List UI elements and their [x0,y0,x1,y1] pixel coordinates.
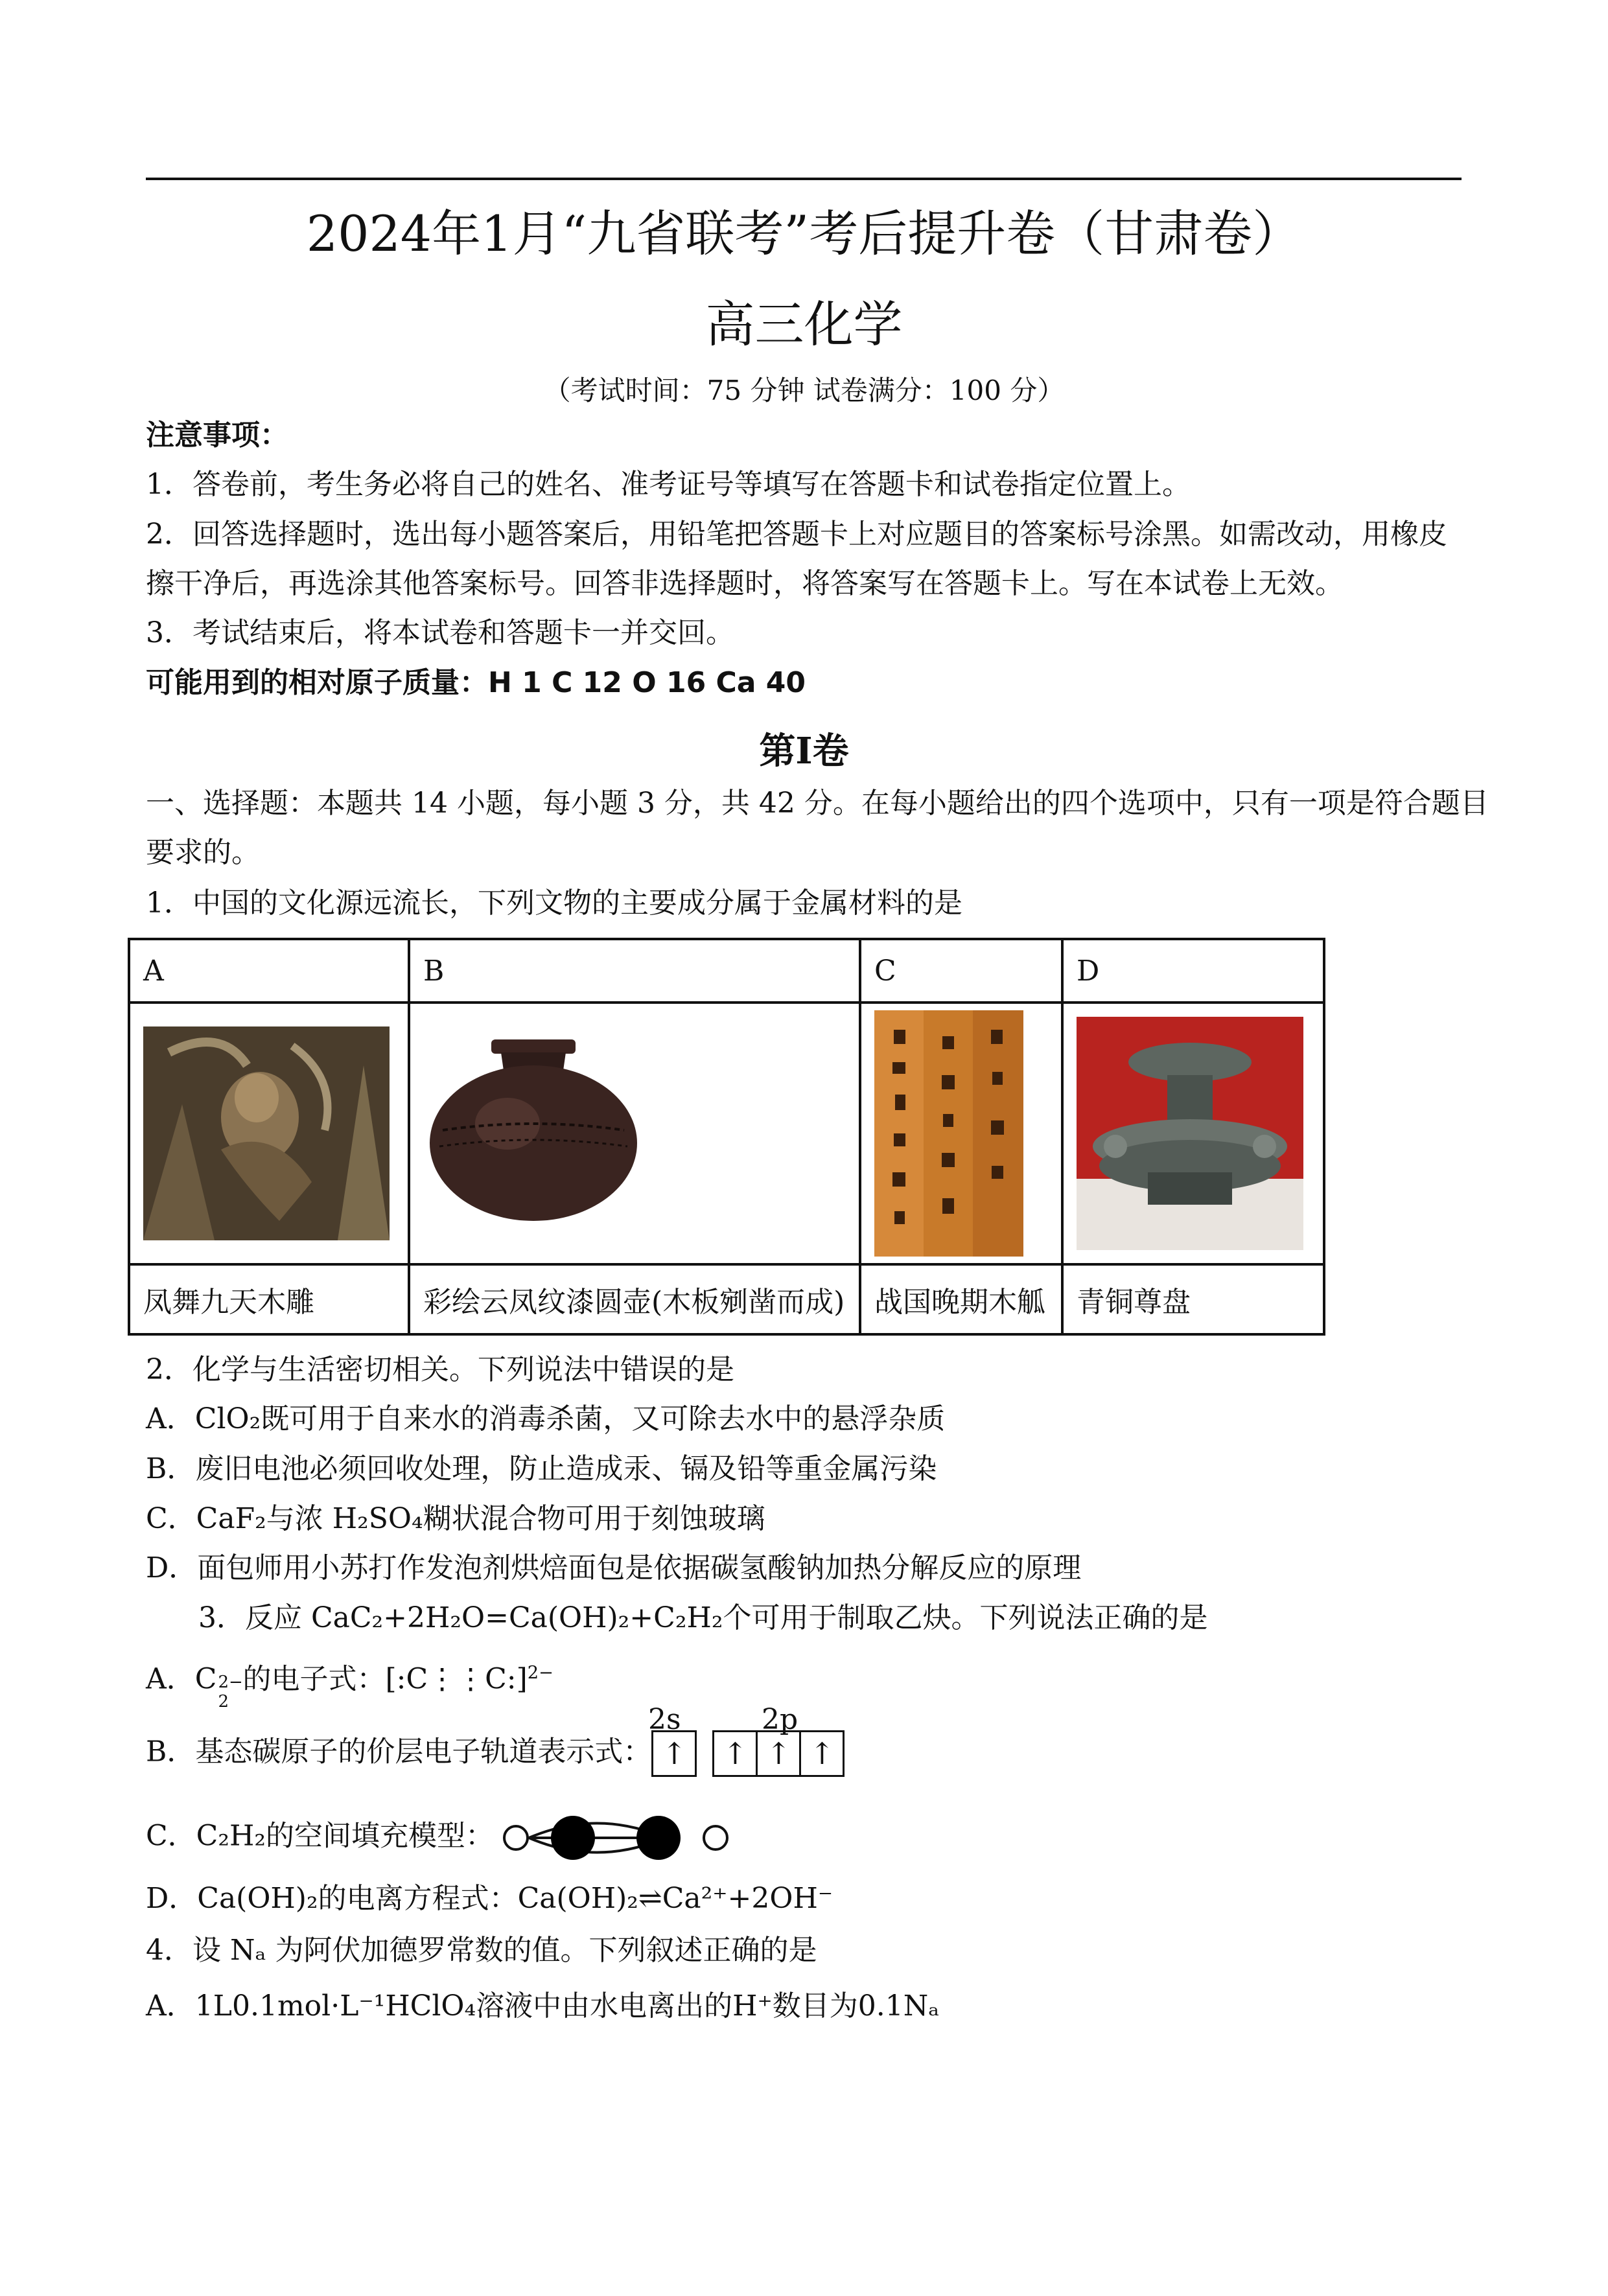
orbital-2p-box-2: ↑ [758,1730,801,1777]
note-2b: 擦干净后，再选涂其他答案标号。回答非选择题时，将答案写在答题卡上。写在本试卷上无效。 [146,567,1344,600]
lacquer-pot-image [423,1026,644,1240]
notes-heading: 注意事项： [146,419,288,452]
page-subtitle: 高三化学 [705,296,903,353]
q1-caption-b: 彩绘云凤纹漆圆壶(木板剜凿而成) [409,1264,860,1334]
wooden-gu-image [874,1010,1023,1257]
q1-caption-a: 凤舞九天木雕 [129,1264,409,1334]
q1-header-d: D [1062,939,1324,1003]
q2-option-d: D．面包师用小苏打作发泡剂烘焙面包是依据碳氢酸钠加热分解反应的原理 [146,1551,1082,1584]
q1-header-b: B [409,939,860,1003]
orbital-2p-box-1: ↑ [712,1730,758,1777]
note-1: 1．答卷前，考生务必将自己的姓名、准考证号等填写在答题卡和试卷指定位置上。 [146,468,1191,501]
q1-caption-c: 战国晚期木觚 [860,1264,1062,1334]
bronze-zunpan-image [1077,1017,1303,1250]
top-rule [146,178,1462,180]
orbital-2p-label: 2p [762,1703,798,1736]
section-intro-b: 要求的。 [146,836,260,869]
q3-option-c [146,1812,736,1864]
q2-option-b: B．废旧电池必须回收处理，防止造成汞、镉及铅等重金属污染 [146,1452,937,1485]
section-title: 第Ⅰ卷 [759,730,849,772]
q3-option-a: A．C 2− 2 的电子式：[:C⋮⋮C:]$^{2-}$ [146,1662,553,1711]
q4-option-a: A．1L0.1mol·L⁻¹HClO₄溶液中由水电离出的H⁺数目为0.1Nₐ [146,1989,940,2023]
q3-a-prefix: A．C [146,1662,217,1696]
exam-info: （考试时间：75 分钟 试卷满分：100 分） [543,375,1065,406]
q1-table [128,938,1325,1336]
atomic-mass-label: 可能用到的相对原子质量： [146,666,488,699]
orbital-2s-label: 2s [648,1703,681,1736]
q2-option-a: A．ClO₂既可用于自来水的消毒杀菌，又可除去水中的悬浮杂质 [146,1402,946,1435]
note-2a: 2．回答选择题时，选出每小题答案后，用铅笔把答题卡上对应题目的答案标号涂黑。如需改动，用橡皮 [146,518,1447,551]
note-3: 3．考试结束后，将本试卷和答题卡一并交回。 [146,616,734,649]
orbital-2p-box-3: ↑ [801,1730,845,1777]
page-title: 2024年1月“九省联考”考后提升卷（甘肃卷） [306,205,1302,262]
q3-b-label: B．基态碳原子的价层电子轨道表示式： [146,1735,652,1768]
q1-caption-d: 青铜尊盘 [1062,1264,1324,1334]
q1-image-c-cell [860,1003,1062,1264]
wood-carving-image [143,1026,390,1240]
q1-image-a-cell [129,1003,409,1264]
q1-header-a: A [129,939,409,1003]
q1-header-c: C [860,939,1062,1003]
q3-c-label: C．C₂H₂的空间填充模型： [146,1819,494,1853]
q4-stem: 4．设 Nₐ 为阿伏加德罗常数的值。下列叙述正确的是 [146,1934,817,1967]
q2-stem: 2．化学与生活密切相关。下列说法中错误的是 [146,1353,734,1386]
q1-image-d-cell [1062,1003,1324,1264]
q3-option-d: D．Ca(OH)₂的电离方程式：Ca(OH)₂⇌Ca²⁺+2OH⁻ [146,1882,833,1915]
atomic-mass-line [146,664,806,702]
q3-a-label: 的电子式： [242,1662,386,1696]
q2-option-c: C．CaF₂与浓 H₂SO₄糊状混合物可用于刻蚀玻璃 [146,1502,765,1535]
q1-image-b-cell [409,1003,860,1264]
atomic-mass-values: H 1 C 12 O 16 Ca 40 [488,666,806,699]
q1-stem: 1．中国的文化源远流长，下列文物的主要成分属于金属材料的是 [146,887,962,920]
q3-a-formula: [:C⋮⋮C:] [385,1662,528,1696]
section-intro-a: 一、选择题：本题共 14 小题，每小题 3 分，共 42 分。在每小题给出的四个选项中，只有一项是符合题目 [146,787,1489,820]
q3-option-b [146,1730,845,1777]
c2h2-space-filling-model [503,1812,736,1864]
orbital-2s-box: ↑ [651,1730,697,1777]
q3-stem: 3．反应 CaC₂+2H₂O=Ca(OH)₂+C₂H₂个可用于制取乙炔。下列说法正确的是 [198,1601,1208,1634]
